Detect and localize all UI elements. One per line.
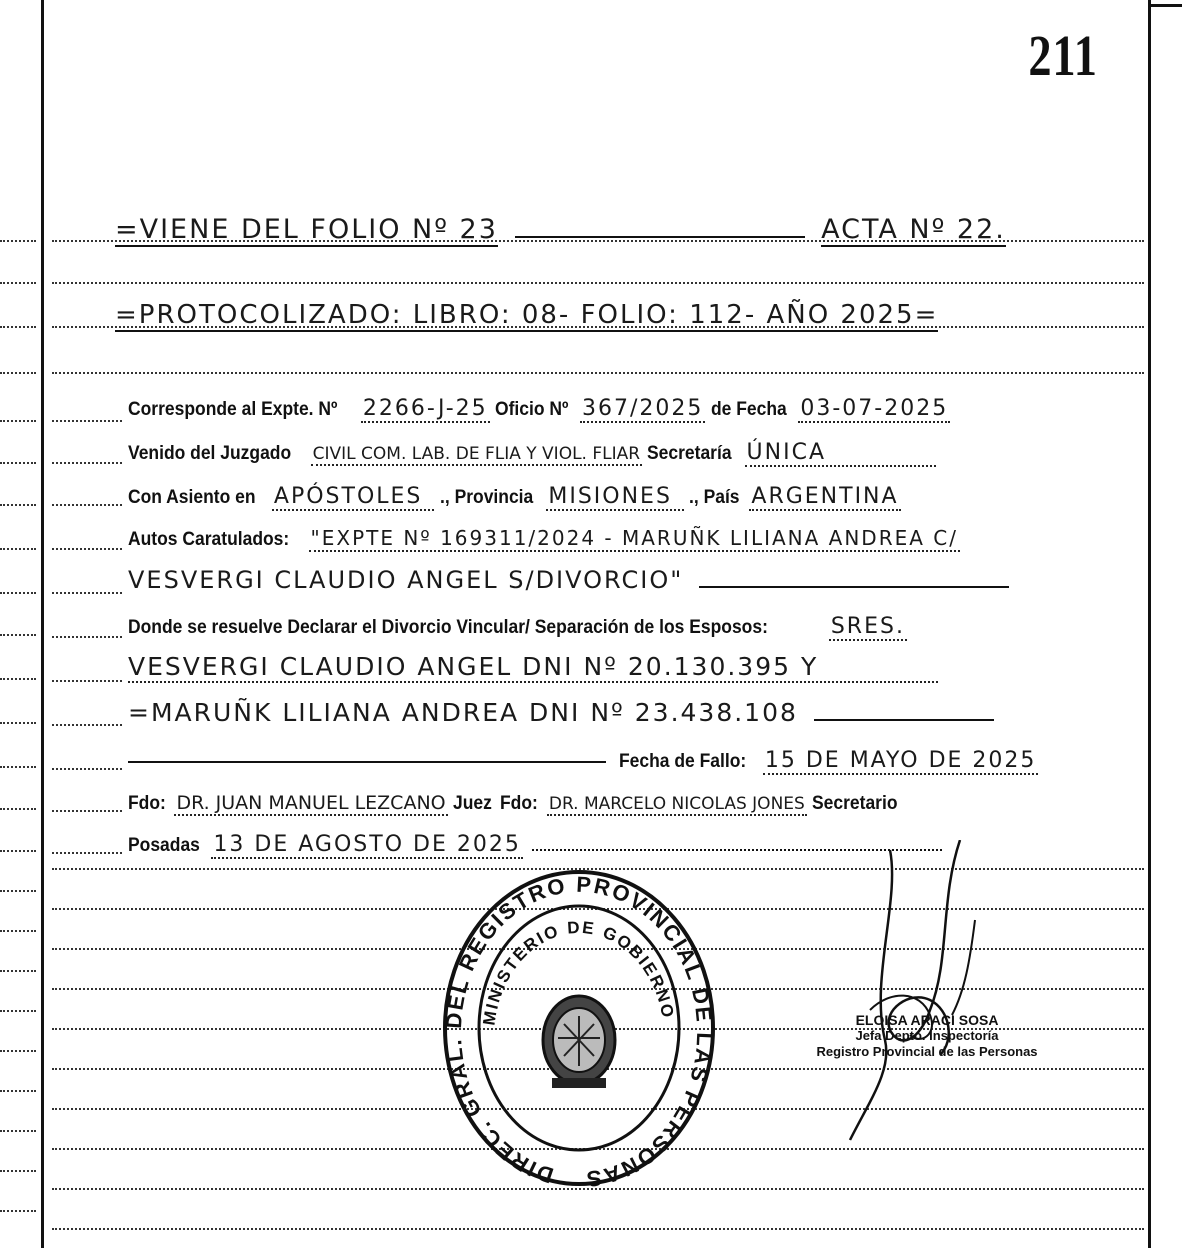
margin-stub-line xyxy=(0,548,36,550)
secretaria-value: ÚNICA xyxy=(745,440,936,467)
left-margin-line xyxy=(41,0,44,1248)
provincia-value: MISIONES xyxy=(546,484,684,511)
signer-block xyxy=(772,1012,1082,1060)
oficio-value: 367/2025 xyxy=(582,396,704,421)
margin-stub-line xyxy=(0,850,36,852)
form-ruled-line xyxy=(52,548,122,550)
pais-value: ARGENTINA xyxy=(751,484,899,509)
row-firmantes xyxy=(128,792,905,815)
pais-label: ., País xyxy=(689,487,740,508)
juez-label: Juez xyxy=(452,793,492,814)
esposo2: =MARUÑK LILIANA ANDREA DNI Nº 23.438.108 xyxy=(128,698,798,727)
ruled-line xyxy=(52,1188,1144,1190)
seal-outer-text: DIREC. GRAL. DEL REGISTRO PROVINCIAL DE LAS PERSONAS xyxy=(440,871,718,1188)
fdo2-label: Fdo: xyxy=(500,793,539,814)
margin-stub-line xyxy=(0,420,36,422)
margin-stub-line xyxy=(0,1130,36,1132)
margin-stub-line xyxy=(0,592,36,594)
secretario-value: DR. MARCELO NICOLAS JONES xyxy=(548,794,805,814)
asiento-label: Con Asiento en xyxy=(128,487,256,508)
autos-rule xyxy=(699,586,1009,588)
juez-value: DR. JUAN MANUEL LEZCANO xyxy=(176,792,446,814)
form-ruled-line xyxy=(52,810,122,812)
asiento-value: APÓSTOLES xyxy=(272,484,434,511)
margin-stub-line xyxy=(0,1090,36,1092)
margin-stub-line xyxy=(0,930,36,932)
corresponde-label: Corresponde al Expte. Nº xyxy=(128,399,338,420)
esposo2-rule xyxy=(814,719,994,721)
acta-number: ACTA Nº 22. xyxy=(821,214,1006,245)
signature-icon xyxy=(830,840,990,1160)
donde-label: Donde se resuelve Declarar el Divorcio Vincular/ Separación de los Esposos: xyxy=(128,617,768,638)
posadas-fecha: 13 DE AGOSTO DE 2025 xyxy=(213,832,521,857)
row-posadas xyxy=(128,832,942,857)
margin-stub-line xyxy=(0,1050,36,1052)
esposo2-row xyxy=(128,698,994,727)
fallo-rule xyxy=(128,761,606,763)
autos-line2: VESVERGI CLAUDIO ANGEL S/DIVORCIO" xyxy=(128,566,684,594)
autos-line1: "EXPTE Nº 169311/2024 - MARUÑK LILIANA ANDREA C/ xyxy=(310,526,958,550)
seal-inner-text: MINISTERIO DE GOBIERNO xyxy=(479,917,678,1027)
right-margin-line xyxy=(1148,0,1151,1248)
esposos-prefix: SRES. xyxy=(830,614,905,639)
fallo-value: 15 DE MAYO DE 2025 xyxy=(764,748,1037,773)
margin-stub-line xyxy=(0,504,36,506)
autos-label: Autos Caratulados: xyxy=(128,529,290,550)
form-ruled-line xyxy=(52,724,122,726)
fallo-label: Fecha de Fallo: xyxy=(619,751,747,772)
row-corresponde xyxy=(128,396,950,421)
margin-stub-line xyxy=(0,766,36,768)
fdo-label: Fdo: xyxy=(128,793,166,814)
margin-stub-line xyxy=(0,372,36,374)
venido-label: Venido del Juzgado xyxy=(128,443,292,464)
row-asiento xyxy=(128,484,901,509)
secretario-label: Secretario xyxy=(812,793,898,814)
juzgado-value: CIVIL COM. LAB. DE FLIA Y VIOL. FLIAR xyxy=(312,444,641,464)
form-ruled-line xyxy=(52,680,122,682)
expte-value: 2266-J-25 xyxy=(362,396,488,421)
margin-stub-line xyxy=(0,1210,36,1212)
form-ruled-line xyxy=(52,852,122,854)
viene-del-folio: =VIENE DEL FOLIO Nº 23 xyxy=(115,214,498,245)
provincia-label: ., Provincia xyxy=(439,487,533,508)
fecha-value: 03-07-2025 xyxy=(800,396,949,421)
margin-stub-line xyxy=(0,634,36,636)
margin-stub-line xyxy=(0,808,36,810)
autos-line2-row xyxy=(128,566,1009,594)
coat-of-arms-icon xyxy=(543,996,615,1088)
signer-name: ELOISA ARACI SOSA xyxy=(855,1012,999,1028)
folio-number: 211 xyxy=(1028,23,1098,88)
row-autos xyxy=(128,526,960,551)
esposo1-row xyxy=(128,652,938,681)
form-ruled-line xyxy=(52,504,122,506)
signer-role: Jefa Depto. Inspectoría xyxy=(855,1028,999,1043)
protocolizado: =PROTOCOLIZADO: LIBRO: 08- FOLIO: 112- AÑO 2025= xyxy=(115,300,939,330)
row-donde xyxy=(128,614,907,639)
margin-stub-line xyxy=(0,722,36,724)
secretaria-label: Secretaría xyxy=(647,443,732,464)
margin-stub-line xyxy=(0,240,36,242)
margin-stub-line xyxy=(0,970,36,972)
margin-stub-line xyxy=(0,1170,36,1172)
fecha-label: de Fecha xyxy=(710,399,787,420)
ruled-line xyxy=(52,282,1144,284)
form-ruled-line xyxy=(52,636,122,638)
official-seal xyxy=(440,868,718,1188)
ruled-line xyxy=(52,372,1144,374)
form-ruled-line xyxy=(52,462,122,464)
row-fallo xyxy=(128,748,1038,773)
posadas-label: Posadas xyxy=(128,835,200,856)
oficio-label: Oficio Nº xyxy=(494,399,569,420)
form-ruled-line xyxy=(52,768,122,770)
margin-stub-line xyxy=(0,326,36,328)
signer-office: Registro Provincial de las Personas xyxy=(816,1044,1038,1059)
viene-del-folio-line xyxy=(115,214,1006,245)
margin-stub-line xyxy=(0,1010,36,1012)
ruled-line xyxy=(52,1228,1144,1230)
row-venido xyxy=(128,440,936,465)
margin-stub-line xyxy=(0,462,36,464)
margin-stub-line xyxy=(0,282,36,284)
top-right-tick xyxy=(1148,4,1182,7)
margin-stub-line xyxy=(0,890,36,892)
form-ruled-line xyxy=(52,420,122,422)
margin-stub-line xyxy=(0,678,36,680)
esposo1: VESVERGI CLAUDIO ANGEL DNI Nº 20.130.395 Y xyxy=(128,652,938,683)
protocolizado-line xyxy=(115,300,938,330)
header-rule xyxy=(515,236,805,238)
form-ruled-line xyxy=(52,592,122,594)
